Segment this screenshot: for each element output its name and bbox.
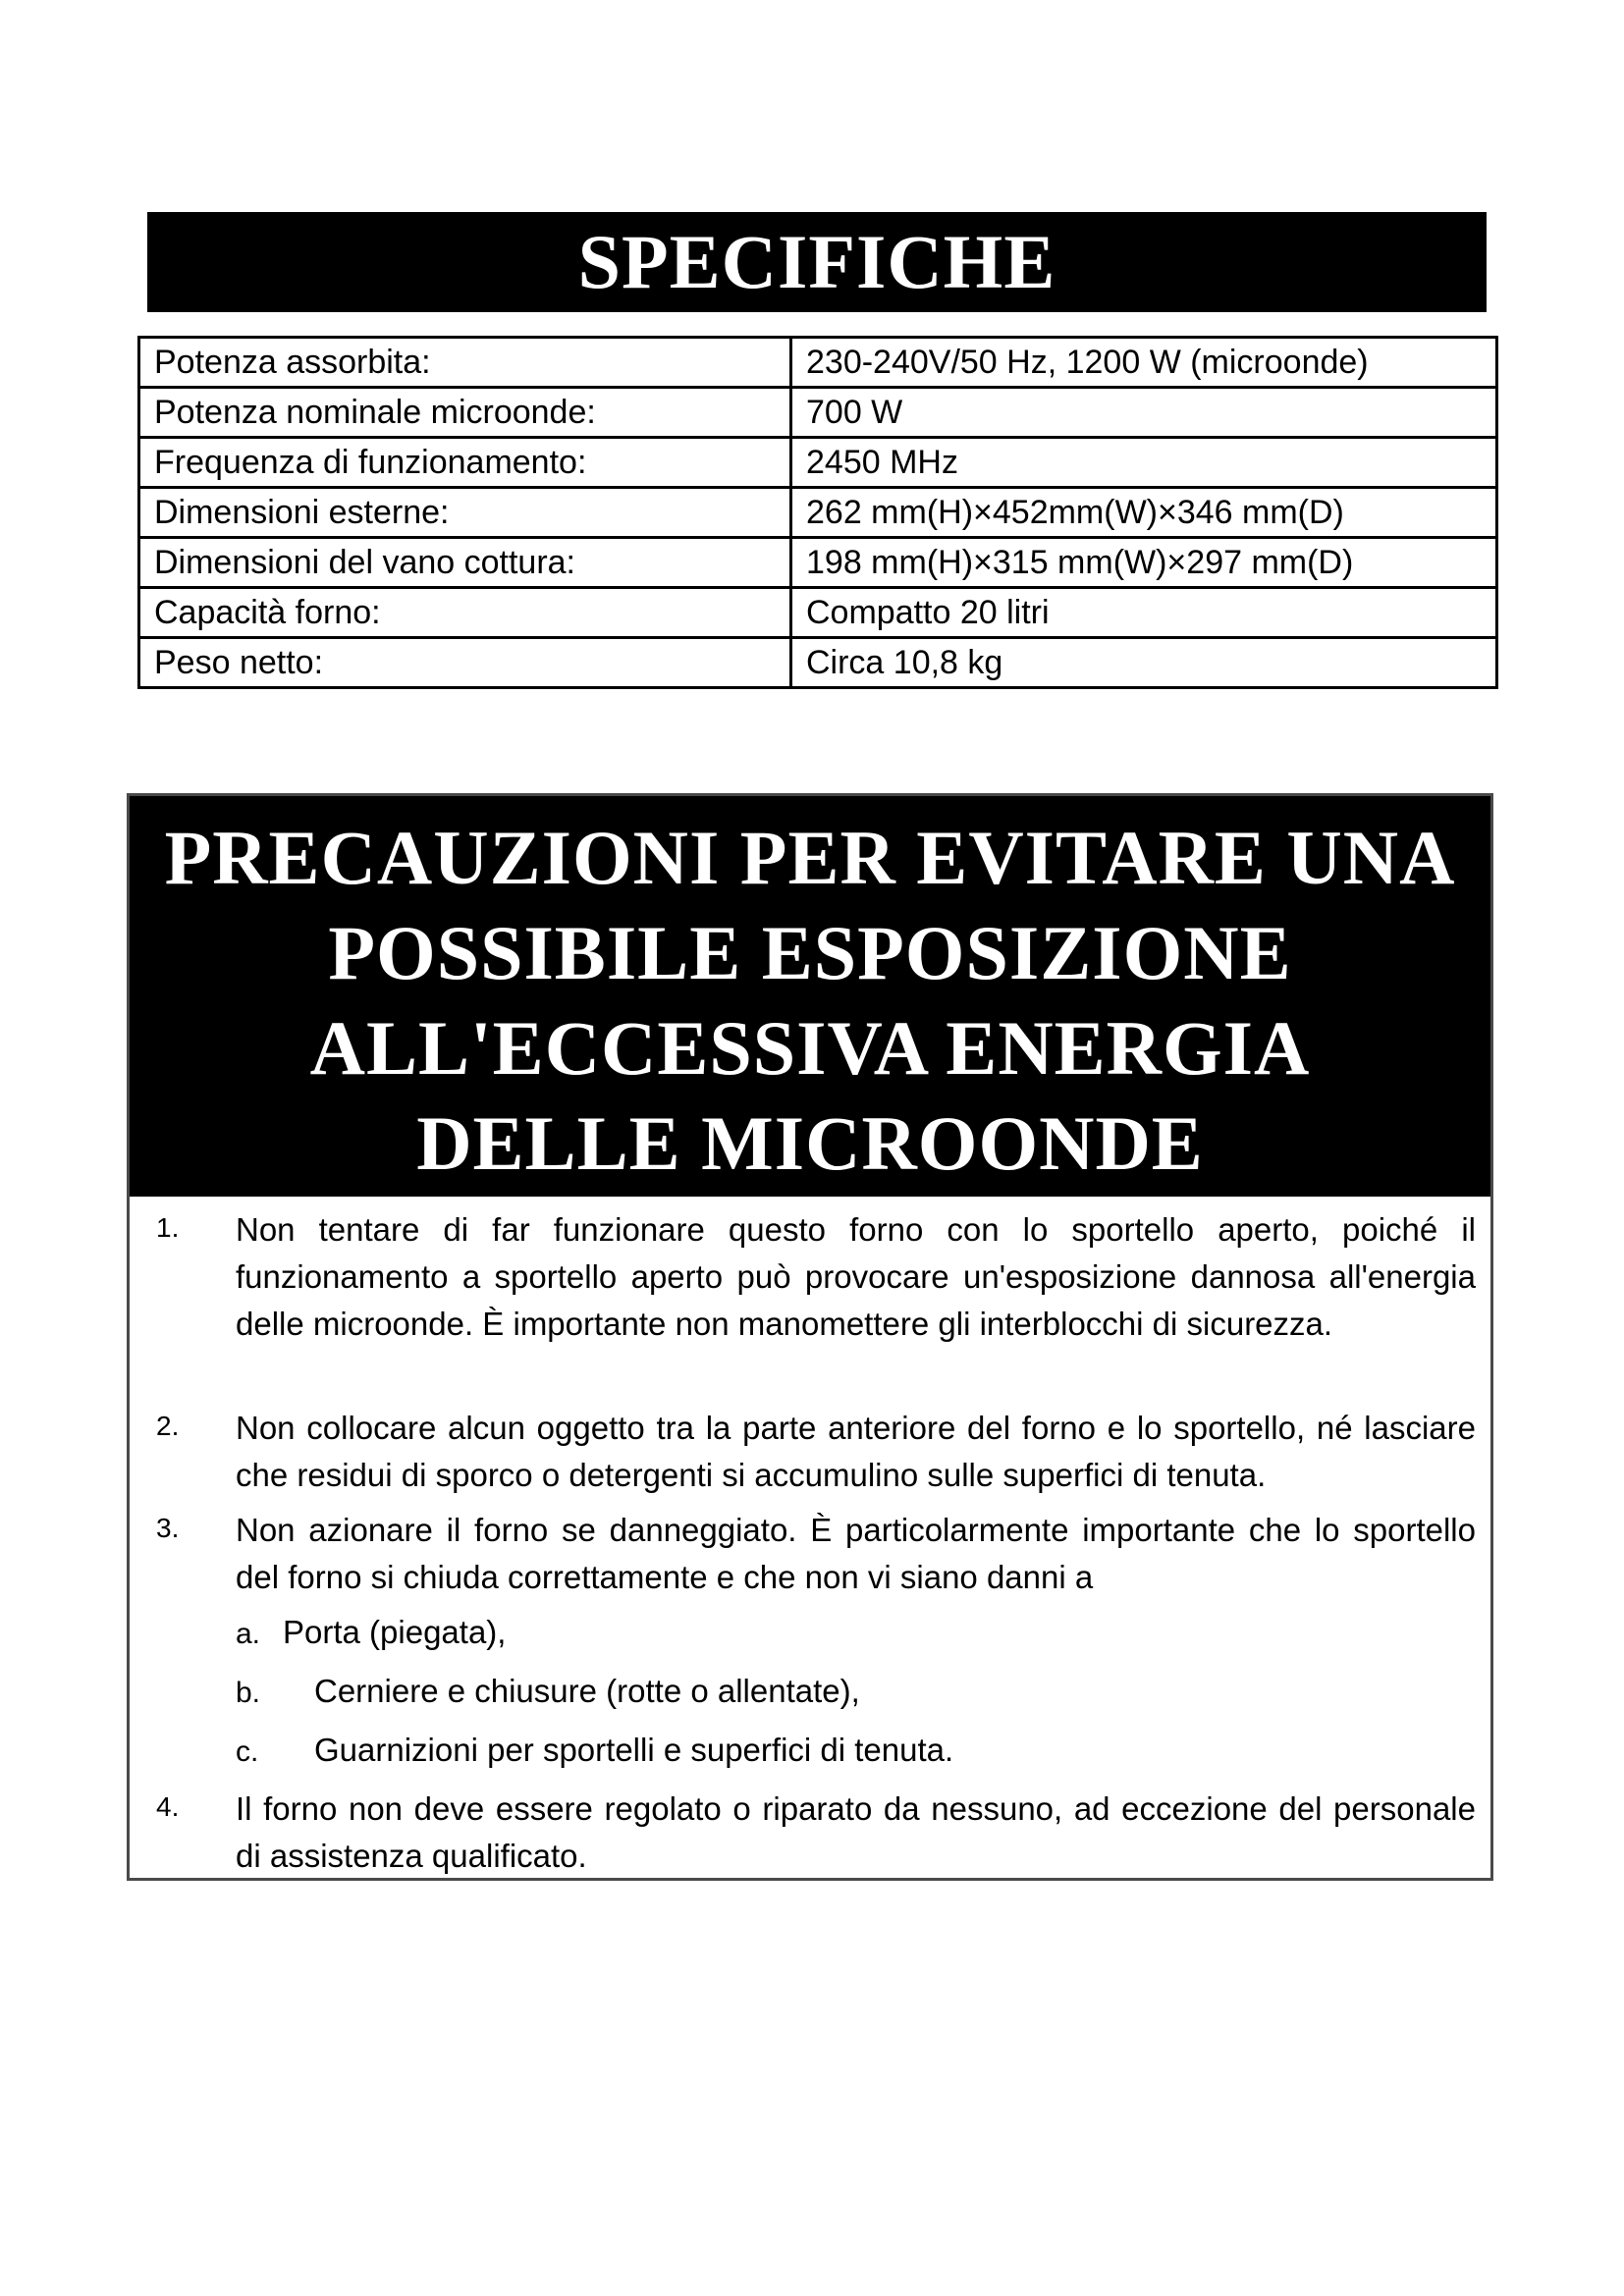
- table-row: [139, 588, 1497, 638]
- item-number: 4.: [156, 1791, 180, 1822]
- item-number: 3.: [156, 1513, 180, 1543]
- precautions-title-line: PRECAUZIONI PER EVITARE UNA: [164, 815, 1456, 900]
- table-row: [139, 438, 1497, 488]
- spec-label: Dimensioni del vano cottura:: [139, 538, 791, 588]
- sub-item-text: Cerniere e chiusure (rotte o allentate),: [314, 1673, 860, 1709]
- item-number: 1.: [156, 1212, 180, 1243]
- spec-value: 2450 MHz: [791, 438, 1497, 488]
- table-row: [139, 488, 1497, 538]
- spec-value: 198 mm(H)×315 mm(W)×297 mm(D): [791, 538, 1497, 588]
- item-text: Il forno non deve essere regolato o riparato da nessuno, ad eccezione del personale di assistenza qualificato.: [236, 1790, 1476, 1874]
- sub-item-letter: b.: [236, 1677, 261, 1709]
- spec-label: Capacità forno:: [139, 588, 791, 638]
- item-text: Non collocare alcun oggetto tra la parte anteriore del forno e lo sportello, né lasciare che residui di sporco o detergenti si accumulino sulle superfici di tenuta.: [236, 1410, 1476, 1493]
- spec-label: Frequenza di funzionamento:: [139, 438, 791, 488]
- sub-item-text: Porta (piegata),: [283, 1614, 507, 1650]
- table-row: [139, 338, 1497, 388]
- item-number: 2.: [156, 1411, 180, 1441]
- spec-value: Circa 10,8 kg: [791, 638, 1497, 688]
- specs-table: [137, 336, 1498, 689]
- sub-item-letter: c.: [236, 1735, 259, 1768]
- table-row: [139, 538, 1497, 588]
- precautions-title-line: DELLE MICROONDE: [416, 1100, 1204, 1186]
- spec-label: Potenza nominale microonde:: [139, 388, 791, 438]
- sub-item-letter: a.: [236, 1618, 261, 1650]
- spec-value: 230-240V/50 Hz, 1200 W (microonde): [791, 338, 1497, 388]
- spec-label: Potenza assorbita:: [139, 338, 791, 388]
- sub-item: [236, 1727, 953, 1776]
- sub-item-text: Guarnizioni per sportelli e superfici di tenuta.: [314, 1732, 954, 1768]
- spec-value: Compatto 20 litri: [791, 588, 1497, 638]
- table-row: [139, 638, 1497, 688]
- precautions-section: [127, 793, 1493, 1881]
- sub-item: [236, 1668, 860, 1717]
- sub-item: [236, 1609, 506, 1658]
- spec-value: 262 mm(H)×452mm(W)×346 mm(D): [791, 488, 1497, 538]
- item-text: Non azionare il forno se danneggiato. È particolarmente importante che lo sportello del forno si chiuda correttamente e che non vi siano danni a: [236, 1512, 1476, 1595]
- precautions-title: [130, 796, 1490, 1197]
- spec-label: Peso netto:: [139, 638, 791, 688]
- precautions-title-line: ALL'ECCESSIVA ENERGIA: [309, 1005, 1311, 1091]
- precautions-title-line: POSSIBILE ESPOSIZIONE: [328, 910, 1292, 995]
- item-text: Non tentare di far funzionare questo forno con lo sportello aperto, poiché il funzionamento a sportello aperto può provocare un'esposizione dannosa all'energia delle microonde. È importante non manomettere gli interblocchi di sicurezza.: [236, 1211, 1476, 1342]
- spec-value: 700 W: [791, 388, 1497, 438]
- specs-title: SPECIFICHE: [147, 212, 1487, 312]
- spec-label: Dimensioni esterne:: [139, 488, 791, 538]
- table-row: [139, 388, 1497, 438]
